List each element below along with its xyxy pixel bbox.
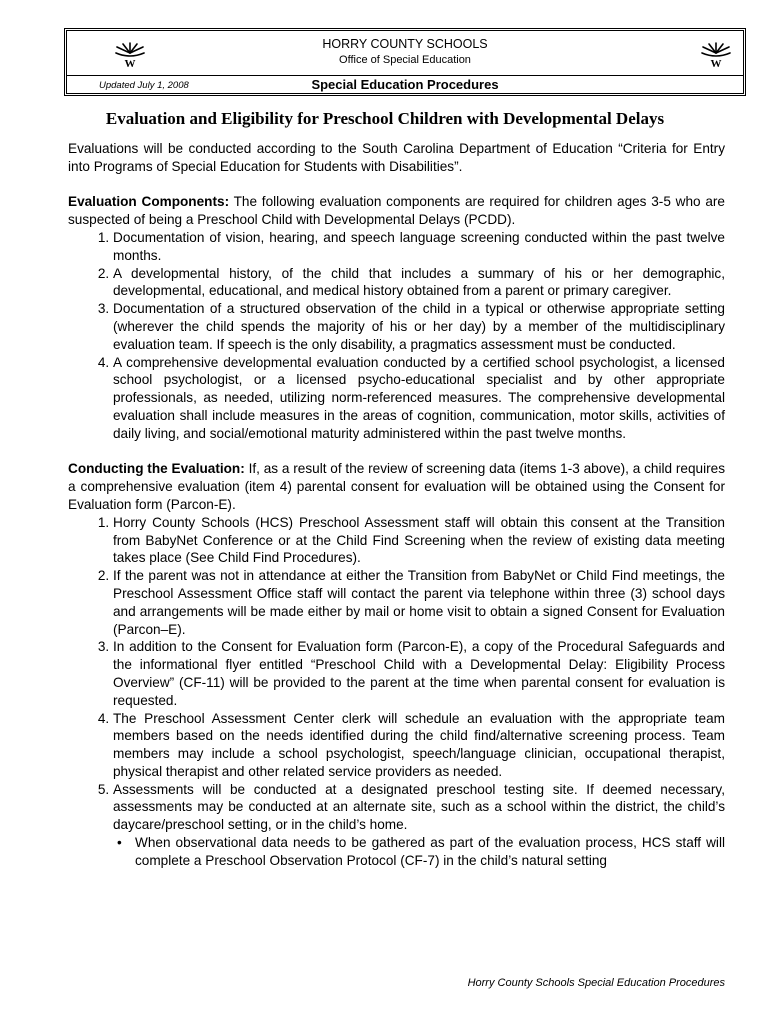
list-item: 2. A developmental history, of the child that includes a summary of his or her demographic, developmental, educational, and medical history obtained from a parent or primary caregiver. [113,265,725,301]
header-divider [67,75,743,76]
list-item: 1. Documentation of vision, hearing, and speech language screening conducted within the past twelve months. [113,229,725,265]
conducting-text: If, as a result of the review of screening data (items 1-3 above), a child requires a comprehensive evaluation (item 4) parental consent for evaluation will be obtained using the Consent for Evaluation form (Parcon-E). [68,461,726,512]
updated-date: Updated July 1, 2008 [99,80,189,91]
list-item: 3. In addition to the Consent for Evaluation form (Parcon-E), a copy of the Procedural Safeguards and the informational flyer entitled “Preschool Child with a Developmental Delay: Eligibility Process Overview” (CF-11) will be provided to the parent at the time when parental consent for evaluation is requested. [113,638,725,709]
procedures-label: Special Education Procedures [311,77,499,92]
page-title: Evaluation and Eligibility for Preschool Children with Developmental Delays [105,109,665,128]
office-name: Office of Special Education [339,54,471,66]
conducting-paragraph [68,460,725,513]
document-body [68,140,725,870]
list-item: 1. Horry County Schools (HCS) Preschool Assessment staff will obtain this consent at the Transition from BabyNet Conference or at the Child Find Screening when the review of existing data meeting takes place (See Child Find Procedures). [113,514,725,567]
org-name: HORRY COUNTY SCHOOLS [322,37,488,51]
list-item-text: Assessments will be conducted at a designated preschool testing site. If deemed necessary, assessments may be conducted at an alternate site, such as a school within the district, the child’s daycare/preschool setting, or in the child’s home. [113,781,725,833]
intro-paragraph: Evaluations will be conducted according to the South Carolina Department of Education “Criteria for Entry into Programs of Special Education for Students with Disabilities”. [68,141,725,174]
conducting-list [68,514,725,870]
components-paragraph [68,193,725,229]
svg-text:W: W [710,58,722,69]
list-item [113,781,725,870]
list-item: 2. If the parent was not in attendance at either the Transition from BabyNet or Child Find meetings, the Preschool Assessment Office staff will contact the parent via telephone within three (3) school days and arrangements will be made either by mail or home visit to obtain a signed Consent for Evaluation (Parcon–E). [113,567,725,638]
conducting-heading: Conducting the Evaluation: [68,461,245,477]
page-footer: Horry County Schools Special Education Procedures [467,977,725,989]
list-item: 4. A comprehensive developmental evaluation conducted by a certified school psychologist, a licensed school psychologist, or a licensed psycho-educational specialist and by other appropriate professionals, as needed, utilizing norm-referenced measures. The comprehensive developmental evaluation shall include measures in the areas of cognition, communication, motor skills, activities of daily living, and social/emotional maturity administered within the past twelve months. [113,354,725,443]
components-heading: Evaluation Components: [68,194,230,210]
svg-text:W: W [124,58,136,69]
bullet-item: • When observational data needs to be gathered as part of the evaluation process, HCS staff will complete a Preschool Observation Protocol (CF-7) in the child’s natural setting [135,834,725,870]
components-list [68,229,725,443]
components-text: The following evaluation components are required for children ages 3-5 who are suspected of being a Preschool Child with Developmental Delays (PCDD). [68,194,725,228]
list-item: 3. Documentation of a structured observation of the child in a typical or otherwise appropriate setting (wherever the child spends the majority of his or her day) by a member of the multidisciplinary evaluation team. If speech is the only disability, a pragmatics assessment must be conducted. [113,300,725,353]
list-item: 4. The Preschool Assessment Center clerk will schedule an evaluation with the appropriate team members based on the needs identified during the child find/alternative screening process. Team members may include a school psychologist, speech/language clinician, occupational therapist, physical therapist and other related service providers as needed. [113,710,725,781]
bullet-list [113,834,725,870]
document-header [64,28,746,96]
